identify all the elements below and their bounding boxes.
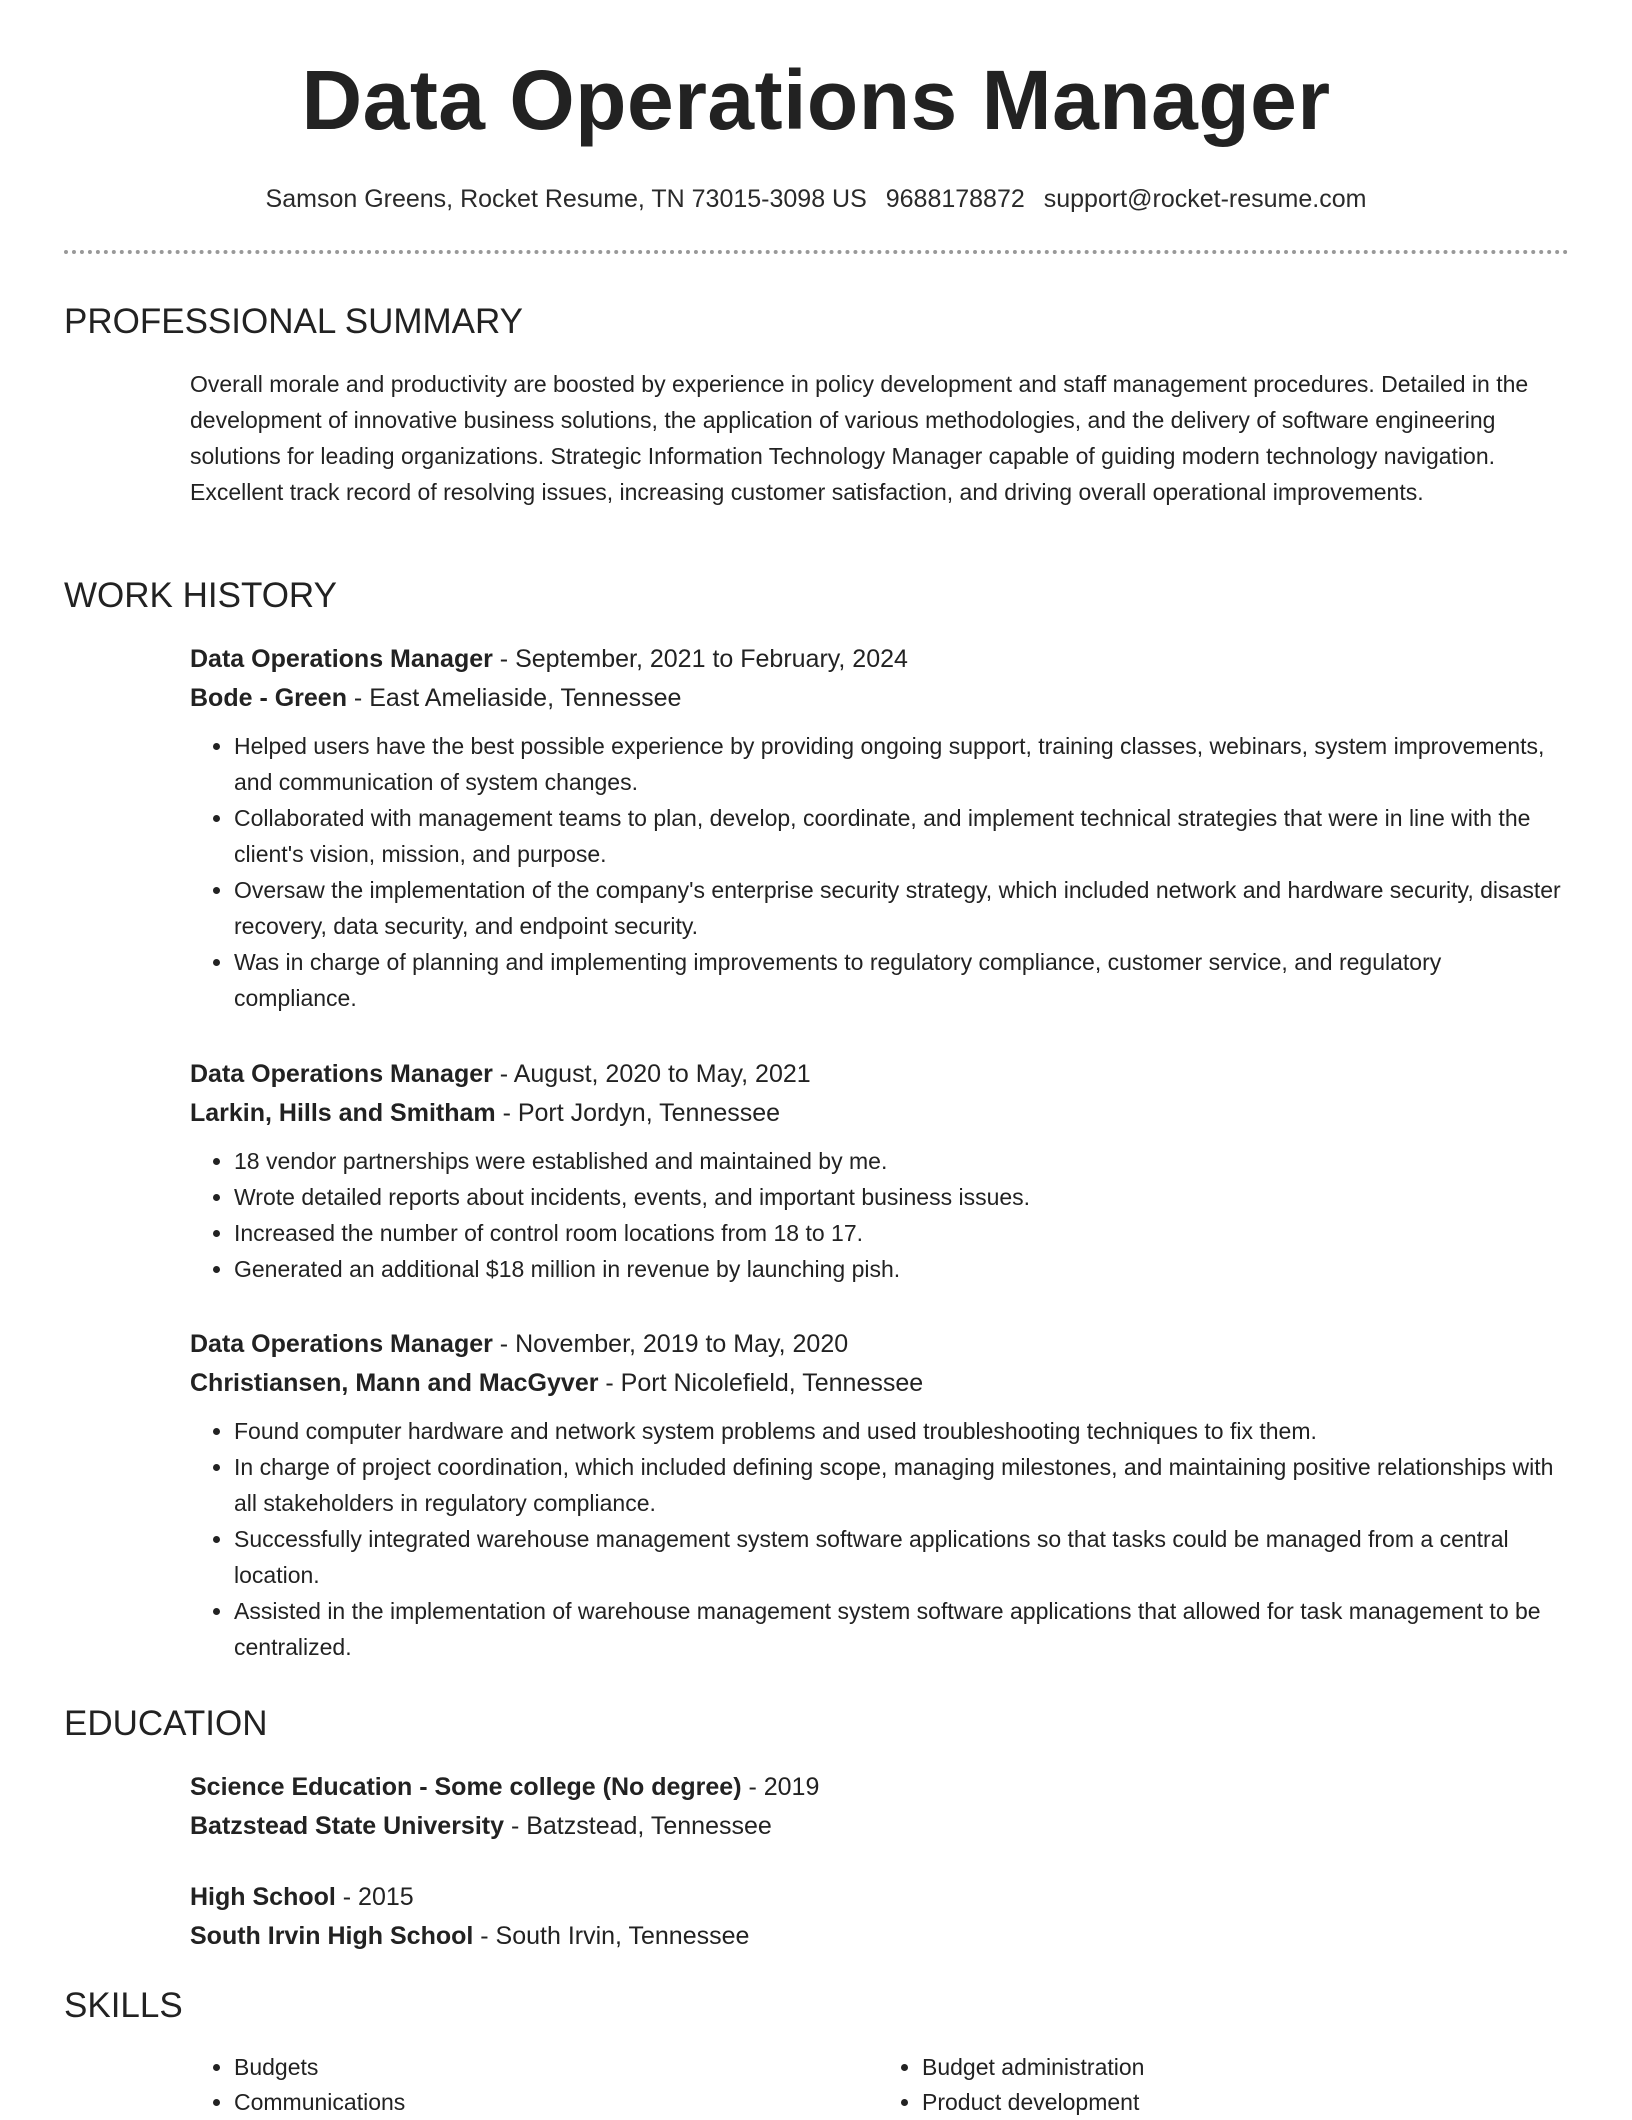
- contact-address: Samson Greens, Rocket Resume, TN 73015-3098 US: [265, 185, 867, 213]
- section-title-skills: SKILLS: [64, 1986, 183, 2025]
- job-bullets: [190, 1143, 1570, 1287]
- job-company: Bode - Green: [190, 684, 347, 712]
- education-school-line: [190, 1917, 1570, 1956]
- education-year: - 2015: [335, 1883, 414, 1911]
- contact-email: support@rocket-resume.com: [1043, 185, 1367, 213]
- job-bullet: • Wrote detailed reports about incidents, events, and important business issues.: [234, 1179, 1570, 1215]
- education-year: - 2019: [741, 1773, 820, 1801]
- job-bullet: • 18 vendor partnerships were established and maintained by me.: [234, 1143, 1570, 1179]
- header-divider: [64, 250, 1569, 254]
- job-location: - Port Nicolefield, Tennessee: [598, 1369, 924, 1397]
- education-school-line: [190, 1807, 1570, 1846]
- job-bullet: • Was in charge of planning and implementing improvements to regulatory compliance, customer service, and regulatory compliance.: [234, 944, 1570, 1016]
- job-bullet: • In charge of project coordination, which included defining scope, managing milestones, and maintaining positive relationships with all stakeholders in regulatory compliance.: [234, 1449, 1570, 1521]
- job-bullet: • Found computer hardware and network system problems and used troubleshooting techniques to fix them.: [234, 1413, 1570, 1449]
- job-entry: [190, 640, 1570, 1016]
- job-heading: [190, 1325, 1570, 1364]
- job-bullet: • Helped users have the best possible experience by providing ongoing support, training classes, webinars, system improvements, and communication of system changes.: [234, 728, 1570, 800]
- contact-phone: 9688178872: [885, 185, 1025, 213]
- skill-item: • Budgets: [234, 2050, 882, 2085]
- job-bullets: [190, 1413, 1570, 1665]
- education-school: South Irvin High School: [190, 1922, 474, 1950]
- job-company: Christiansen, Mann and MacGyver: [190, 1369, 599, 1397]
- job-bullet: • Oversaw the implementation of the company's enterprise security strategy, which included network and hardware security, disaster recovery, data security, and endpoint security.: [234, 872, 1570, 944]
- job-bullets: [190, 728, 1570, 1016]
- job-employer: [190, 679, 1570, 718]
- skills-list: [190, 2050, 1570, 2120]
- job-heading: [190, 640, 1570, 679]
- job-bullet: • Successfully integrated warehouse management system software applications so that tasks could be managed from a central location.: [234, 1521, 1570, 1593]
- job-role: Data Operations Manager: [190, 1060, 493, 1088]
- job-bullet: • Assisted in the implementation of warehouse management system software applications that allowed for task management to be centralized.: [234, 1593, 1570, 1665]
- job-company: Larkin, Hills and Smitham: [190, 1099, 496, 1127]
- job-heading: [190, 1055, 1570, 1094]
- job-role: Data Operations Manager: [190, 645, 493, 673]
- contact-line: [0, 184, 1632, 214]
- summary-text: Overall morale and productivity are boosted by experience in policy development and staff management procedures. Detailed in the development of innovative business solutions, the application of various methodologies, and the delivery of software engineering solutions for leading organizations. Strategic Information Technology Manager capable of guiding modern technology navigation. Excellent track record of resolving issues, increasing customer satisfaction, and driving overall operational improvements.: [190, 371, 1529, 505]
- section-title-work-history: WORK HISTORY: [64, 576, 337, 615]
- education-degree: High School: [190, 1883, 336, 1911]
- job-dates: - September, 2021 to February, 2024: [492, 645, 908, 673]
- job-employer: [190, 1094, 1570, 1133]
- section-title-education: EDUCATION: [64, 1704, 268, 1743]
- skill-item: • Product development: [922, 2085, 1570, 2120]
- education-heading: [190, 1768, 1570, 1807]
- job-entry: [190, 1055, 1570, 1287]
- education-entry: [190, 1768, 1570, 1846]
- job-dates: - August, 2020 to May, 2021: [492, 1060, 811, 1088]
- skill-item: • Budget administration: [922, 2050, 1570, 2085]
- job-bullet: • Increased the number of control room locations from 18 to 17.: [234, 1215, 1570, 1251]
- resume-name-title: Data Operations Manager: [301, 53, 1331, 147]
- section-title-summary: PROFESSIONAL SUMMARY: [64, 302, 523, 341]
- job-bullet: • Generated an additional $18 million in revenue by launching pish.: [234, 1251, 1570, 1287]
- job-location: - East Ameliaside, Tennessee: [346, 684, 682, 712]
- education-entry: [190, 1878, 1570, 1956]
- education-location: - South Irvin, Tennessee: [473, 1922, 750, 1950]
- job-role: Data Operations Manager: [190, 1330, 493, 1358]
- education-school: Batzstead State University: [190, 1812, 505, 1840]
- job-entry: [190, 1325, 1570, 1665]
- job-dates: - November, 2019 to May, 2020: [492, 1330, 849, 1358]
- skills-bullets: [190, 2050, 1570, 2120]
- education-heading: [190, 1878, 1570, 1917]
- job-employer: [190, 1364, 1570, 1403]
- job-location: - Port Jordyn, Tennessee: [495, 1099, 781, 1127]
- education-degree: Science Education - Some college (No degree): [190, 1773, 742, 1801]
- skill-item: • Communications: [234, 2085, 882, 2120]
- education-location: - Batzstead, Tennessee: [504, 1812, 772, 1840]
- job-bullet: • Collaborated with management teams to plan, develop, coordinate, and implement technical strategies that were in line with the client's vision, mission, and purpose.: [234, 800, 1570, 872]
